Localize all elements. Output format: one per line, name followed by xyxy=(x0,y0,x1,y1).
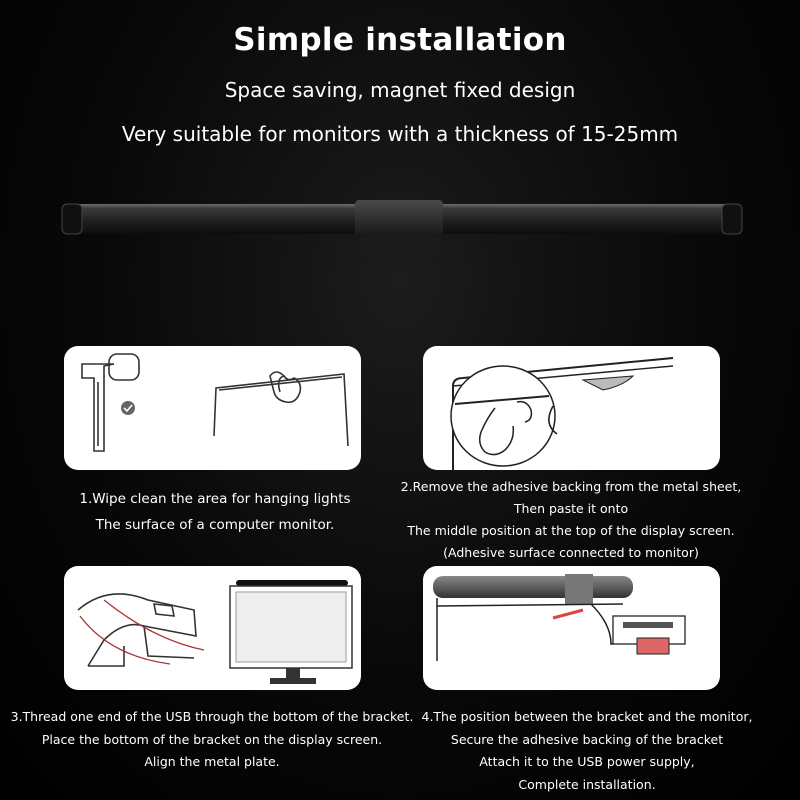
step1-illustration-panel xyxy=(64,346,361,470)
page-title: Simple installation xyxy=(233,22,567,58)
step2-line3: The middle position at the top of the display screen. xyxy=(407,523,735,538)
wipe-hand-illustration xyxy=(64,346,361,470)
step3-illustration-panel xyxy=(64,566,361,690)
monitor-lamp-illustration xyxy=(230,580,352,684)
step2-caption xyxy=(386,476,756,564)
step1-line2: The surface of a computer monitor. xyxy=(95,517,335,533)
step4-line4: Complete installation. xyxy=(518,776,656,792)
step4-line2: Secure the adhesive backing of the bracket xyxy=(450,731,724,747)
step4-line1: 4.The position between the bracket and the monitor, xyxy=(421,709,753,724)
subtitle-design: Space saving, magnet fixed design xyxy=(224,78,576,102)
step4-illustration-panel xyxy=(423,566,720,690)
step4-caption xyxy=(412,706,762,796)
step3-line2: Place the bottom of the bracket on the display screen. xyxy=(41,731,383,747)
step2-line1: 2.Remove the adhesive backing from the metal sheet, xyxy=(400,479,742,494)
lamp-bar-image xyxy=(0,170,800,270)
step4-line3: Attach it to the USB power supply, xyxy=(479,754,695,769)
step1-line1: 1.Wipe clean the area for hanging lights xyxy=(79,491,351,507)
step2-line4: (Adhesive surface connected to monitor) xyxy=(443,545,699,560)
usb-bracket-illustration xyxy=(64,566,361,690)
peel-adhesive-illustration xyxy=(423,346,720,470)
step3-caption xyxy=(2,706,422,774)
step1-caption xyxy=(40,486,390,538)
check-icon xyxy=(121,401,135,415)
step2-line2: Then paste it onto xyxy=(513,501,629,516)
step3-line1: 3.Thread one end of the USB through the bottom of the bracket. xyxy=(10,709,414,724)
attach-bracket-illustration xyxy=(423,566,720,690)
subtitle-thickness: Very suitable for monitors with a thickness of 15-25mm xyxy=(121,122,679,146)
step3-line3: Align the metal plate. xyxy=(144,754,280,769)
step2-illustration-panel xyxy=(423,346,720,470)
